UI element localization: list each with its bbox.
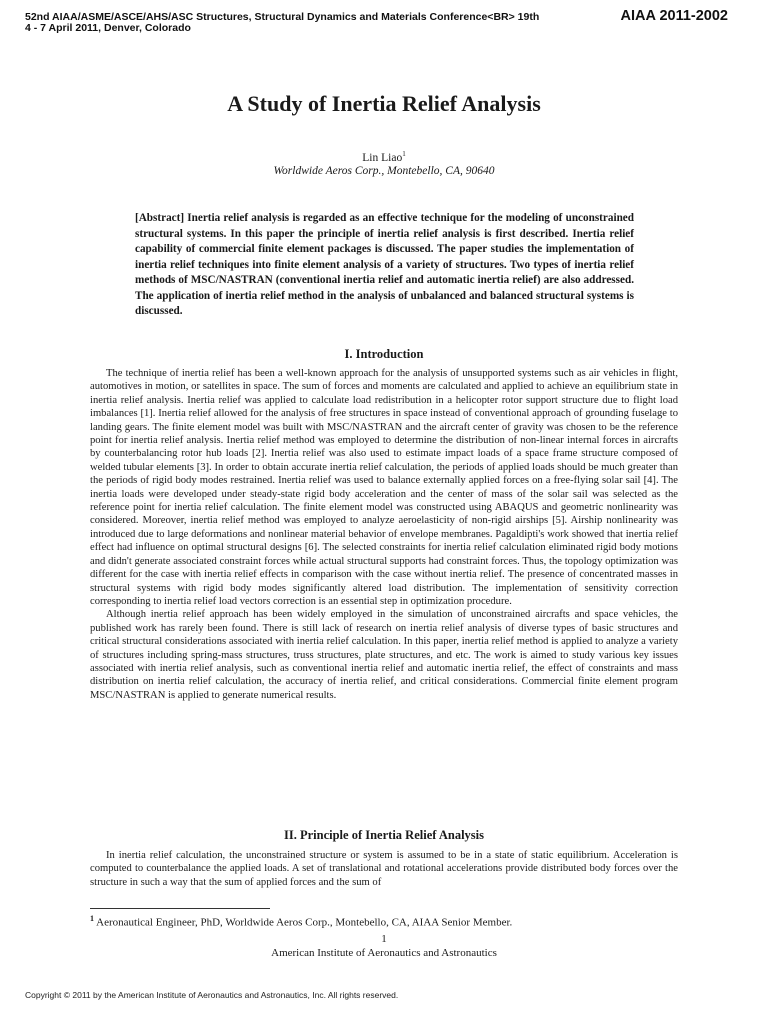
footnote-mark: 1 xyxy=(90,914,94,923)
author-line xyxy=(0,150,768,164)
section-body-introduction xyxy=(90,367,678,702)
paragraph: Although inertia relief approach has been widely employed in the simulation of unconstrained aircrafts and space vehicles, the published work has rarely been found. There is still lack of research on inertia relief analysis of diverse types of basic structures and critical structural considerations associated with inertia relief calculation. In this paper, inertia relief method is applied to analyze a variety of structures including spring-mass structures, truss structures, plate structures, and etc. The work is aimed to study various key issues associated with inertia relief analysis, such as conventional inertia relief and automatic inertia relief, the effect of constraints and mass distribution on inertia relief calculation, the accuracy of inertia relief, and critical considerations. Commercial finite element program MSC/NASTRAN is applied to generate numerical results. xyxy=(90,609,678,701)
footnote-divider xyxy=(90,908,270,909)
abstract-text: [Abstract] Inertia relief analysis is regarded as an effective technique for the modeling of unconstrained structural systems. In this paper the principle of inertia relief analysis is first described. Inertia relief capability of commercial finite element packages is discussed. The paper studies the implementation of inertia relief techniques into finite element analysis of a variety of structures. Two types of inertia relief methods of MSC/NASTRAN (conventional inertia relief and automatic inertia relief) are also addressed. The application of inertia relief method in the analysis of unbalanced and balanced structural systems is discussed. xyxy=(135,212,634,317)
footnote xyxy=(90,914,690,929)
paragraph: In inertia relief calculation, the unconstrained structure or system is assumed to be in a state of static equilibrium. Acceleration is computed to counterbalance the applied loads. A set of translational and rotational accelerations provide distributed body forces over the structure in such a way that the sum of applied forces and the sum of xyxy=(90,850,678,888)
conference-header xyxy=(25,12,585,34)
abstract xyxy=(135,211,634,320)
institute-name: American Institute of Aeronautics and Astronautics xyxy=(271,947,497,959)
copyright-notice: Copyright © 2011 by the American Institute of Aeronautics and Astronautics, Inc. All rights reserved. xyxy=(25,990,399,1000)
conference-line-2: 4 - 7 April 2011, Denver, Colorado xyxy=(25,22,191,34)
footnote-text: Aeronautical Engineer, PhD, Worldwide Aeros Corp., Montebello, CA, AIAA Senior Member. xyxy=(96,916,513,929)
paper-id: AIAA 2011-2002 xyxy=(620,8,728,24)
paper-title: A Study of Inertia Relief Analysis xyxy=(227,91,541,116)
author-footnote-mark: 1 xyxy=(402,150,406,158)
page-number: 1 xyxy=(381,933,387,945)
paragraph: The technique of inertia relief has been a well-known approach for the analysis of unsupported systems such as air vehicles in flight, automotives in motion, or satellites in space. The sum of forces and moments are calculated and applied to achieve an equilibrium state in inertia relief analysis. Inertia relief was applied to calculate load redistribution in a helicopter rotor support structure due to flight load imbalances [1]. Inertia relief allowed for the analysis of free structures in space instead of conventional approach of grounding fuselage to landing gears. The finite element model was built with MSC/NASTRAN and the aircraft center of gravity was chosen to be the reference point for inertia relief analysis. Inertia relief method was employed to determine the distribution of non-linear internal forces in aircrafts by counterbalancing rotor hub loads [2]. Inertia relief was also used to estimate impact loads of a space frame structure composed of welded tubular elements [3]. In order to obtain accurate inertia relief calculation, the periods of applied loads should be much greater than the periods of rigid body modes restrained. Inertia relief was used to balance externally applied forces on a free-flying solar sail [4]. The inertia loads were developed under steady-state rigid body acceleration and the center of mass of the solar sail was selected as the reference point for inertia relief calculation. The finite element model was constructed using ABAQUS and geometric nonlinearity was considered. Moreover, inertia relief method was employed to analyze aeroelasticity of non-rigid airships [5]. Airship nonlinearity was introduced due to large deformations and nonlinear material behavior of envelope membranes. Pagaldipti's work showed that inertia relief effect had influence on optimal structural designs [6]. The selected constraints for inertia relief calculation eliminated rigid body motions and didn't generate associated constraint forces while actual structural supports had constraint forces. Thus, the topology optimization was different for the case with inertia relief effects in comparison with the case without inertia relief. The presence of concentrated masses in structural systems with rigid body modes significantly altered load distribution. The implementation of sensitivity correction corresponding to inertia relief load vectors correction is an essential step in optimization procedure. xyxy=(90,368,678,607)
section-body-principle xyxy=(90,849,678,889)
conference-line-1: 52nd AIAA/ASME/ASCE/AHS/ASC Structures, Structural Dynamics and Materials Conference<BR> 19th xyxy=(25,11,540,23)
author-affiliation: Worldwide Aeros Corp., Montebello, CA, 90640 xyxy=(273,165,495,177)
author-name: Lin Liao xyxy=(362,151,403,164)
section-heading-introduction: I. Introduction xyxy=(344,347,424,361)
section-heading-principle: II. Principle of Inertia Relief Analysis xyxy=(284,828,484,842)
